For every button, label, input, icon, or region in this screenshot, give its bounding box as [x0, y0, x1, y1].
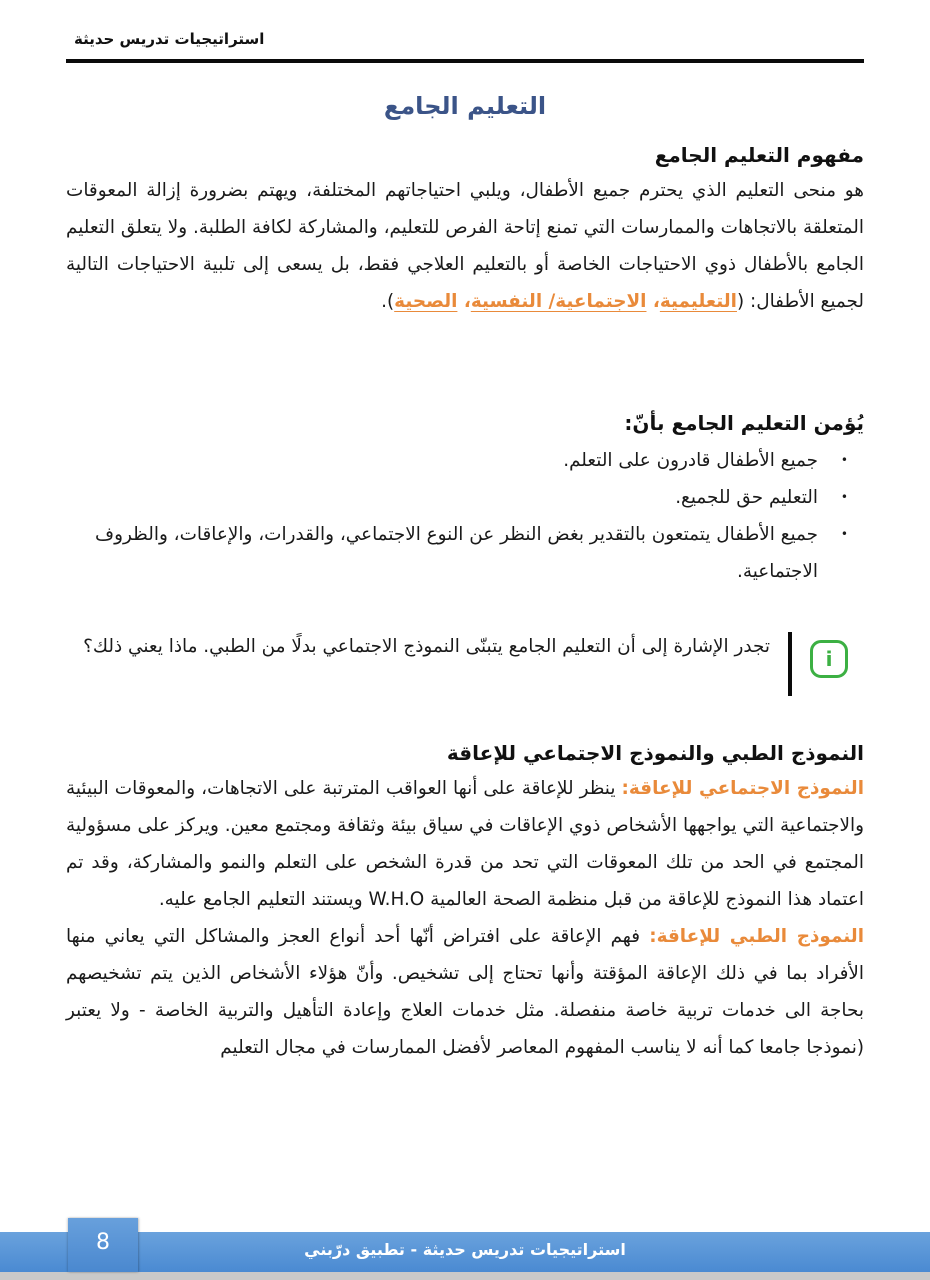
section-concept-body: [66, 172, 864, 320]
list-item-text: جميع الأطفال قادرون على التعلم.: [563, 450, 818, 471]
medical-model-label: النموذج الطبي للإعاقة:: [649, 926, 865, 947]
medical-model-text: فهم الإعاقة على افتراض أنّها أحد أنواع العجز والمشاكل التي يعاني منها الأفراد بما في ذلك الإعاقة المؤقتة وأنها تحتاج إلى تشخيص. وأنّ هؤلاء الأشخاص الذين يتم تشخيصهم بحاجة الى خدمات تربية خاصة منفصلة. مثل خدمات العلاج وإعادة التأهيل والتربية الخاصة - ولا يعتبر (نموذجا جامعا كما أنه لا يناسب المفهوم المعاصر لأفضل الممارسات في مجال التعليم: [66, 926, 864, 1058]
medical-model-paragraph: [66, 918, 864, 1066]
bullet-icon: •: [840, 453, 848, 467]
beliefs-list: [66, 442, 864, 590]
footer-bottom-strip: [0, 1272, 930, 1280]
list-item: [66, 516, 848, 590]
info-note-text: تجدر الإشارة إلى أن التعليم الجامع يتبنّى النموذج الاجتماعي بدلًا من الطبي. ماذا يعني ذلك؟: [83, 636, 770, 657]
list-item: [66, 479, 848, 516]
section-concept: [66, 138, 864, 320]
note-divider-bar: [788, 632, 792, 696]
section-beliefs: [66, 406, 864, 590]
list-item-text: جميع الأطفال يتمتعون بالتقدير بغض النظر عن النوع الاجتماعي، والقدرات، والإعاقات، والظروف الاجتماعية.: [95, 524, 818, 582]
section-models: [66, 736, 864, 1066]
section-beliefs-heading: يُؤمن التعليم الجامع بأنّ:: [624, 411, 864, 435]
footer-title: استراتيجيات تدريس حديثة - تطبيق درّبني: [304, 1240, 626, 1259]
list-item-text: التعليم حق للجميع.: [675, 487, 818, 508]
bullet-icon: •: [840, 490, 848, 504]
running-header-title: استراتيجيات تدريس حديثة: [74, 30, 265, 48]
social-model-label: النموذج الاجتماعي للإعاقة:: [621, 778, 865, 799]
need-separator: ،: [646, 291, 660, 312]
info-note: [66, 630, 864, 700]
concept-body-text: هو منحى التعليم الذي يحترم جميع الأطفال، ويلبي احتياجاتهم المختلفة، ويهتم بضرورة إزالة المعوقات المتعلقة بالاتجاهات والممارسات التي تمنع إتاحة الفرص للتعليم، والمشاركة لكافة الطلبة. ولا يتعلق التعليم الجامع بالأطفال ذوي الاحتياجات الخاصة أو بالتعليم العلاجي فقط، بل يسعى إلى تلبية الاحتياجات التالية لجميع الأطفال: (: [66, 180, 864, 312]
concept-body-closing: ).: [381, 291, 395, 312]
list-item: [66, 442, 848, 479]
social-model-paragraph: [66, 770, 864, 918]
section-concept-heading: مفهوم التعليم الجامع: [654, 143, 864, 167]
need-health: الصحية: [394, 291, 458, 312]
need-separator: ،: [457, 291, 471, 312]
bullet-icon: •: [840, 527, 848, 541]
info-icon: i: [810, 640, 848, 678]
social-model-text: ينظر للإعاقة على أنها العواقب المترتبة على الاتجاهات، والمعوقات البيئية والاجتماعية التي يواجهها الأشخاص ذوي الإعاقات في سياق بيئة وثقافة ومجتمع معين. ويركز على مسؤولية المجتمع في الحد من تلك المعوقات التي تحد من قدرة الشخص على التعلم والنمو والمشاركة، وقد تم اعتماد هذا النموذج للإعاقة من قبل منظمة الصحة العالمية W.H.O ويستند التعليم الجامع عليه.: [66, 778, 864, 910]
page-title: التعليم الجامع: [383, 92, 547, 120]
page-number: 8: [68, 1218, 138, 1272]
header-divider: [66, 59, 864, 63]
section-models-heading: النموذج الطبي والنموذج الاجتماعي للإعاقة: [446, 741, 864, 765]
need-social-psychological: الاجتماعية/ النفسية: [470, 291, 647, 312]
need-educational: التعليمية: [659, 291, 737, 312]
